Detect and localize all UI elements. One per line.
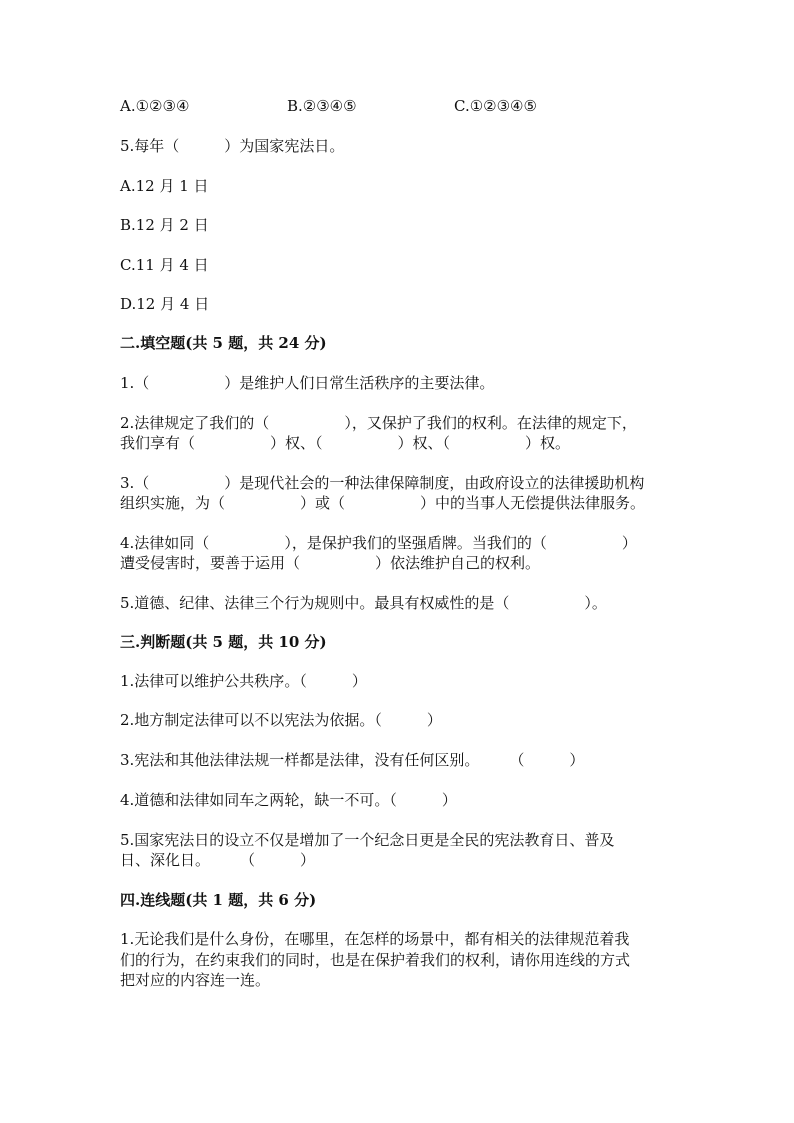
q4-option-b: B.②③④⑤ — [287, 97, 357, 115]
true-false-q5-line1: 5.国家宪法日的设立不仅是增加了一个纪念日更是全民的宪法教育日、普及 — [120, 831, 615, 849]
fill-blank-q4-line2: 遭受侵害时，要善于运用（ ）依法维护自己的权利。 — [120, 554, 541, 572]
section-title-fill-blank: 二.填空题(共 5 题，共 24 分) — [120, 334, 327, 352]
section-title-matching: 四.连线题(共 1 题，共 6 分) — [120, 891, 317, 909]
fill-blank-q2-line1: 2.法律规定了我们的（ ），又保护了我们的权利。在法律的规定下， — [120, 414, 637, 432]
section-title-true-false: 三.判断题(共 5 题，共 10 分) — [120, 633, 327, 651]
fill-blank-q4-line1: 4.法律如同（ ），是保护我们的坚强盾牌。当我们的（ ） — [120, 534, 637, 552]
q4-option-a: A.①②③④ — [120, 97, 190, 115]
q5-option-c: C.11 月 4 日 — [120, 256, 209, 274]
true-false-q1: 1.法律可以维护公共秩序。（ ） — [120, 672, 367, 690]
fill-blank-q3-line2: 组织实施，为（ ）或（ ）中的当事人无偿提供法律服务。 — [120, 494, 646, 512]
q5-option-b: B.12 月 2 日 — [120, 216, 209, 234]
true-false-q3: 3.宪法和其他法律法规一样都是法律，没有任何区别。 （ ） — [120, 751, 585, 769]
true-false-q5-line2: 日、深化日。 （ ） — [120, 851, 316, 869]
matching-q1-line3: 把对应的内容连一连。 — [120, 971, 271, 989]
matching-q1-line2: 们的行为，在约束我们的同时，也是在保护着我们的权利，请你用连线的方式 — [120, 951, 631, 969]
true-false-q2: 2.地方制定法律可以不以宪法为依据。（ ） — [120, 711, 442, 729]
matching-q1-line1: 1.无论我们是什么身份，在哪里，在怎样的场景中，都有相关的法律规范着我 — [120, 930, 630, 948]
fill-blank-q1: 1.（ ）是维护人们日常生活秩序的主要法律。 — [120, 374, 495, 392]
fill-blank-q2-line2: 我们享有（ ）权、（ ）权、（ ）权。 — [120, 434, 571, 452]
q5-option-a: A.12 月 1 日 — [120, 177, 209, 195]
q5-option-d: D.12 月 4 日 — [120, 295, 210, 313]
fill-blank-q3-line1: 3.（ ）是现代社会的一种法律保障制度，由政府设立的法律援助机构 — [120, 474, 645, 492]
true-false-q4: 4.道德和法律如同车之两轮，缺一不可。（ ） — [120, 791, 457, 809]
fill-blank-q5: 5.道德、纪律、法律三个行为规则中。最具有权威性的是（ ）。 — [120, 594, 607, 612]
q4-option-c: C.①②③④⑤ — [454, 97, 537, 115]
q5-stem: 5.每年（ ）为国家宪法日。 — [120, 137, 345, 155]
